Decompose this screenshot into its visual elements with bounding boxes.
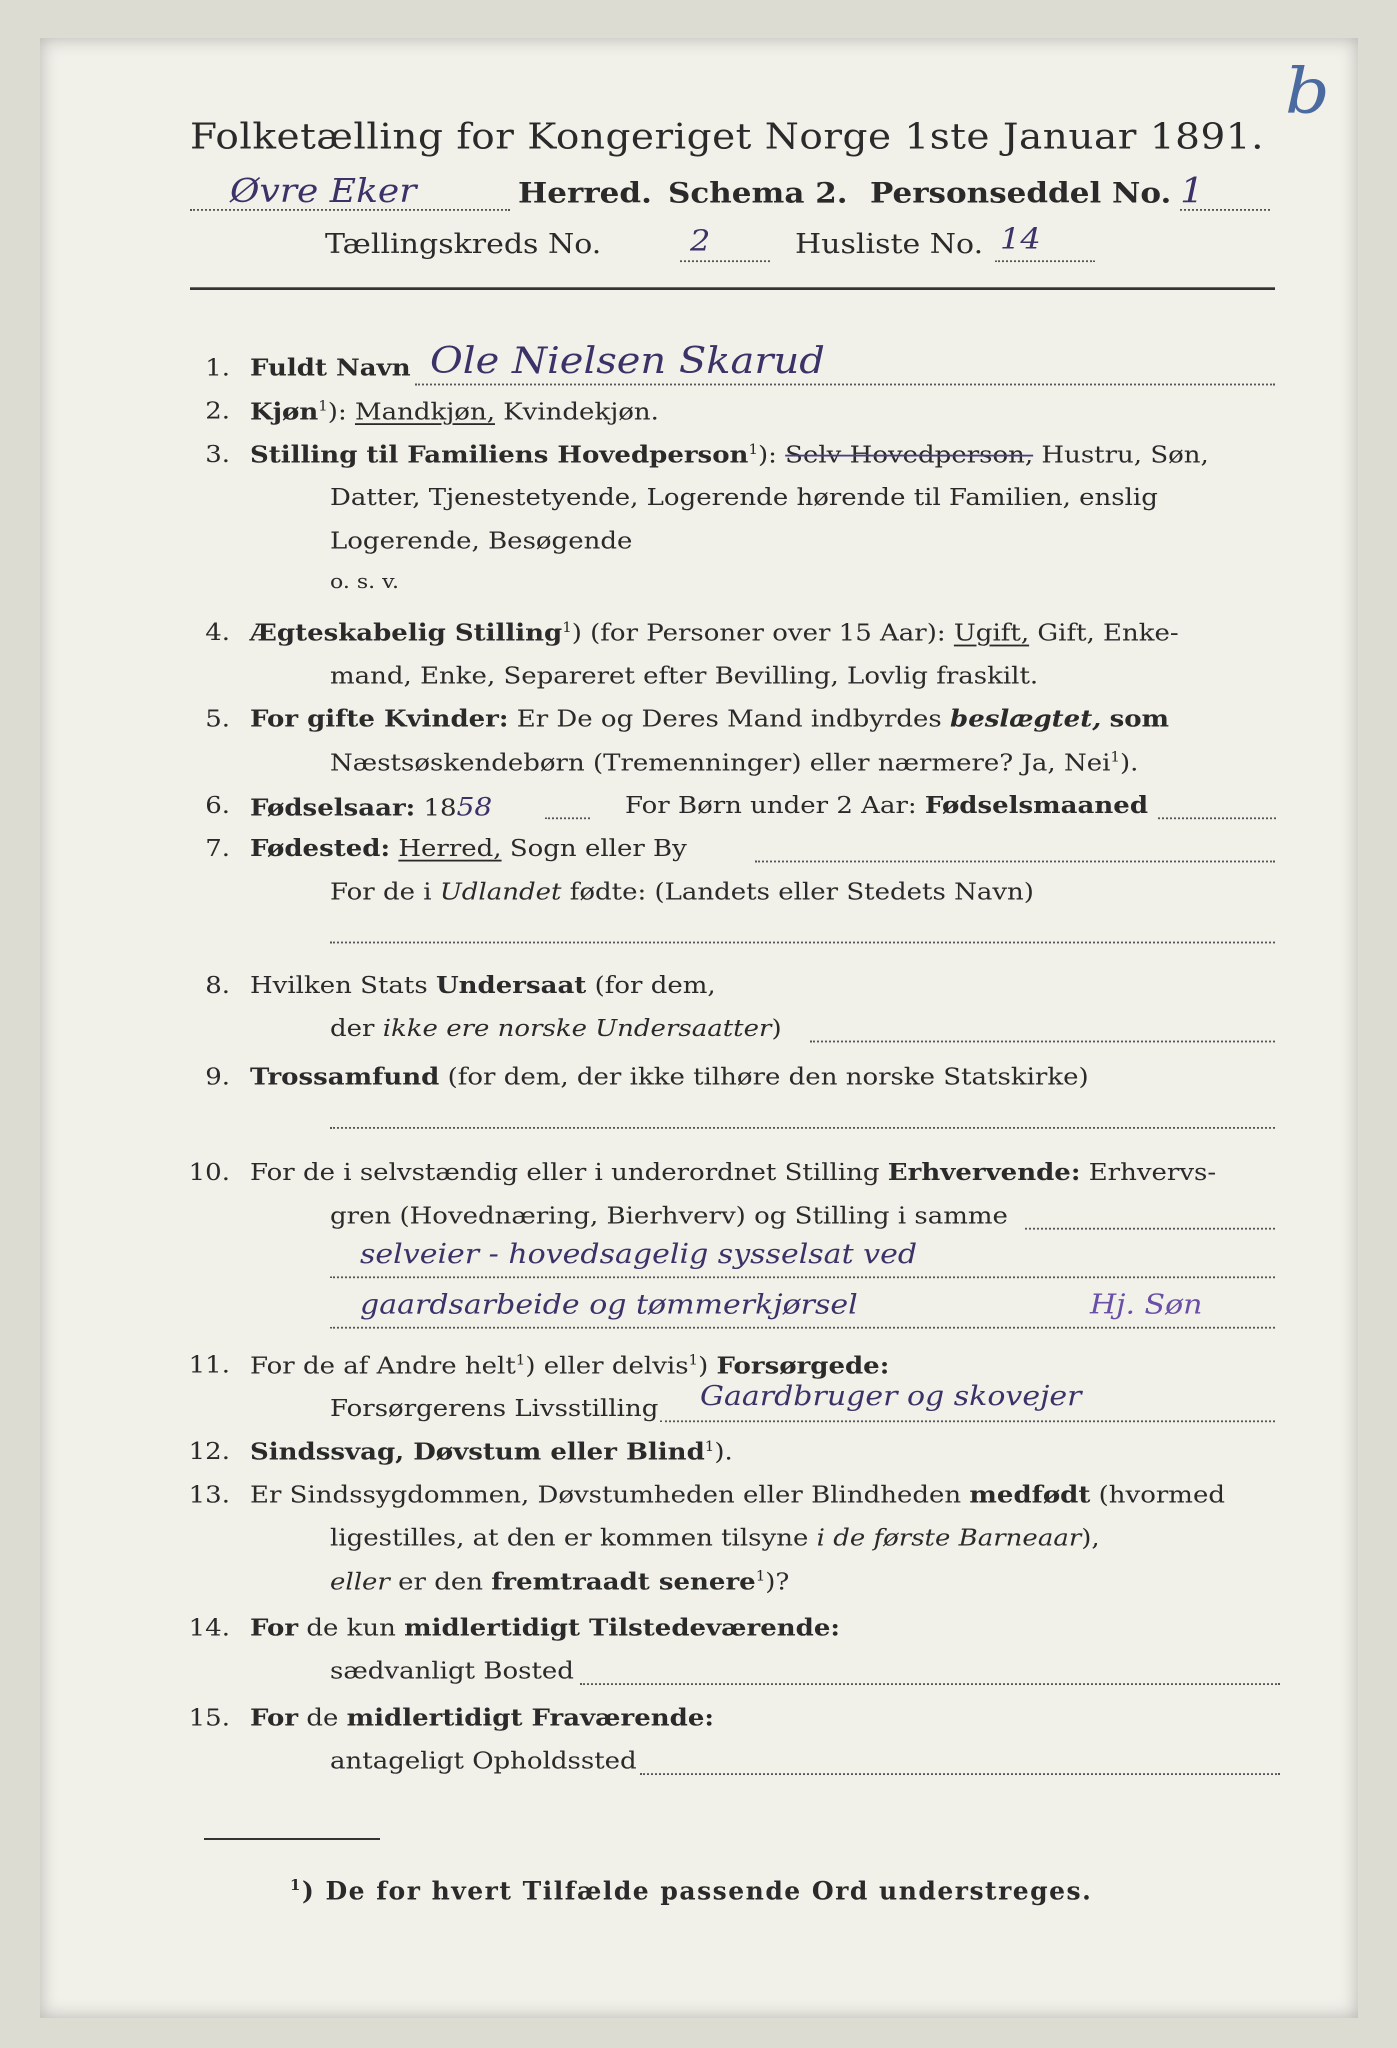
husliste-number: 14 bbox=[1000, 221, 1041, 256]
q11-line1: For de af Andre helt$^1$) eller delvis$^1$) Forsørgede: bbox=[250, 1352, 890, 1380]
q13-line2: ligestilles, at den er kommen tilsyne i de første Barneaar), bbox=[330, 1524, 1100, 1552]
item-number: 2. bbox=[205, 398, 230, 425]
item-number: 13. bbox=[188, 1481, 230, 1509]
item-number: 15. bbox=[188, 1704, 230, 1732]
q3-line1: Stilling til Familiens Hovedperson$^1$): Selv Hovedperson, Hustru, Søn, bbox=[250, 441, 1209, 469]
husliste-label: Husliste No. bbox=[795, 228, 984, 261]
q3-option-selv: Selv Hovedperson, bbox=[785, 441, 1034, 469]
q11-provider-occupation: Gaardbruger og skovejer bbox=[700, 1380, 1082, 1413]
header-rule bbox=[190, 287, 1275, 290]
form-title: Folketælling for Kongeriget Norge 1ste Januar 1891. bbox=[190, 117, 1264, 158]
q5-line2: Næstsøskendebørn (Tremenninger) eller nærmere? Ja, Nei$^1$). bbox=[330, 749, 1139, 777]
q14-line2: sædvanligt Bosted bbox=[330, 1658, 574, 1685]
taellingskreds-label: Tællingskreds No. bbox=[325, 228, 602, 261]
herred-name: Øvre Eker bbox=[230, 173, 417, 210]
item-number: 10. bbox=[188, 1159, 230, 1187]
item-number: 9. bbox=[205, 1064, 230, 1091]
q9-line1: Trossamfund (for dem, der ikke tilhøre den norske Statskirke) bbox=[250, 1064, 1089, 1091]
q7-line1: Fødested: Herred, Sogn eller By bbox=[250, 835, 687, 863]
corner-pencil-mark: b bbox=[1285, 54, 1330, 128]
item-number: 12. bbox=[188, 1438, 230, 1466]
q8-line1: Hvilken Stats Undersaat (for dem, bbox=[250, 972, 716, 1000]
personseddel-number: 1 bbox=[1180, 171, 1205, 211]
schema-label: Schema 2. bbox=[668, 177, 848, 210]
herred-label: Herred. bbox=[518, 177, 652, 210]
q7-option-herred: Herred, bbox=[398, 835, 502, 863]
personseddel-label: Personseddel No. bbox=[870, 177, 1172, 210]
q15-line1: For de midlertidigt Fraværende: bbox=[250, 1704, 714, 1732]
q4-line2: mand, Enke, Separeret efter Bevilling, Lovlig fraskilt. bbox=[330, 662, 1039, 690]
q10-line1: For de i selvstændig eller i underordnet Stilling Erhvervende: Erhvervs- bbox=[250, 1159, 1217, 1187]
q6-line1b: For Børn under 2 Aar: Fødselsmaaned bbox=[625, 792, 1149, 820]
footnote bbox=[290, 1876, 1092, 1905]
q6-line1: Fødselsaar: 1858 bbox=[250, 792, 493, 822]
q4-option-ugift: Ugift, bbox=[953, 619, 1030, 647]
q12-line1: Sindssvag, Døvstum eller Blind$^1$). bbox=[250, 1438, 733, 1466]
item-number: 4. bbox=[205, 619, 230, 647]
q5-line1: For gifte Kvinder: Er De og Deres Mand indbyrdes beslægtet, som bbox=[250, 705, 1170, 733]
q10-occupation-note: Hj. Søn bbox=[1090, 1289, 1203, 1321]
census-form-page bbox=[40, 38, 1358, 2018]
q15-line2: antageligt Opholdssted bbox=[330, 1748, 637, 1775]
q13-line1: Er Sindssygdommen, Døvstumheden eller Blindheden medfødt (hvormed bbox=[250, 1481, 1225, 1509]
item-number: 5. bbox=[205, 705, 230, 733]
q1-label: Fuldt Navn bbox=[250, 354, 411, 382]
item-number: 7. bbox=[205, 835, 230, 863]
taellingskreds-number: 2 bbox=[690, 223, 711, 258]
q10-occupation-line2: gaardsarbeide og tømmerkjørsel bbox=[360, 1289, 858, 1321]
q3-option-son: Søn, bbox=[1150, 441, 1209, 469]
q2-text: Kjøn$^1$): Mandkjøn, Kvindekjøn. bbox=[250, 398, 659, 426]
footnote-text: ) De for hvert Tilfælde passende Ord understreges. bbox=[301, 1876, 1093, 1906]
item-number: 6. bbox=[205, 792, 230, 820]
footnote-rule bbox=[204, 1838, 380, 1840]
q10-occupation-line1: selveier - hovedsagelig sysselsat ved bbox=[360, 1238, 918, 1271]
q1-full-name-value: Ole Nielsen Skarud bbox=[430, 340, 825, 382]
item-number: 8. bbox=[205, 972, 230, 1000]
q8-line2: der ikke ere norske Undersaatter) bbox=[330, 1015, 782, 1043]
item-number: 11. bbox=[188, 1352, 230, 1379]
q11-line2: Forsørgerens Livsstilling bbox=[330, 1395, 659, 1423]
q14-line1: For de kun midlertidigt Tilstedeværende: bbox=[250, 1614, 840, 1642]
q3-line4: o. s. v. bbox=[330, 570, 399, 594]
item-number: 14. bbox=[188, 1614, 230, 1642]
footnote-marker: 1 bbox=[290, 1876, 302, 1894]
q10-line2: gren (Hovednæring, Bierhverv) og Stilling i samme bbox=[330, 1202, 1008, 1230]
item-number: 3. bbox=[205, 441, 230, 469]
q3-line2: Datter, Tjenestetyende, Logerende hørende til Familien, enslig bbox=[330, 484, 1158, 512]
q2-option-mandkjon: Mandkjøn, bbox=[354, 398, 495, 426]
q13-line3: eller er den fremtraadt senere$^1$)? bbox=[330, 1568, 790, 1596]
item-number: 1. bbox=[205, 354, 230, 382]
q3-line3: Logerende, Besøgende bbox=[330, 527, 633, 555]
q4-line1: Ægteskabelig Stilling$^1$) (for Personer over 15 Aar): Ugift, Gift, Enke- bbox=[250, 619, 1179, 647]
q6-birth-year-value: 58 bbox=[456, 792, 493, 822]
q7-line2: For de i Udlandet fødte: (Landets eller Stedets Navn) bbox=[330, 878, 1034, 906]
